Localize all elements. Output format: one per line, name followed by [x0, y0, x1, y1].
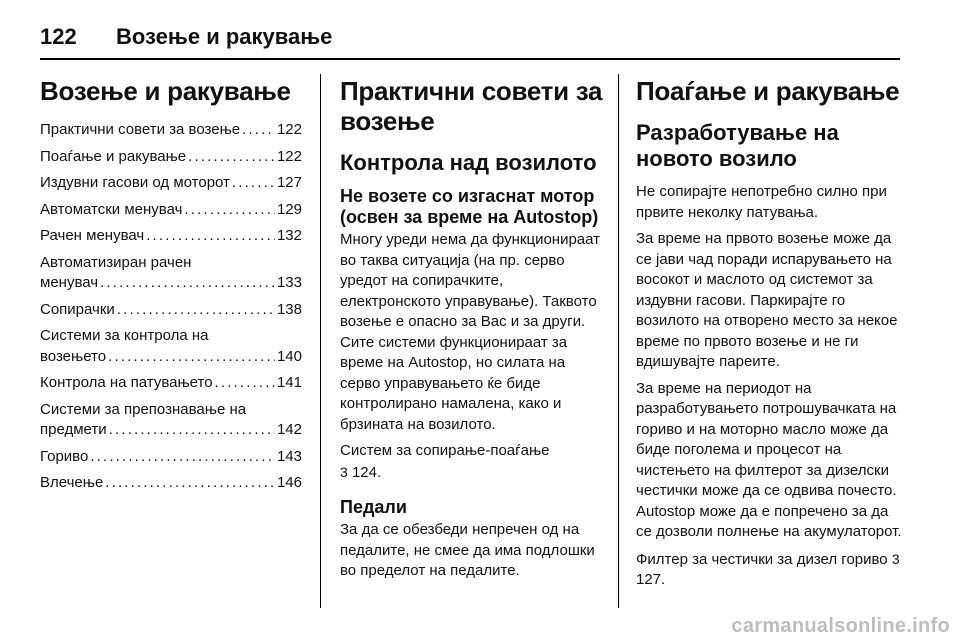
toc-leader-dots — [105, 473, 275, 494]
toc-leader-dots — [188, 147, 275, 168]
toc-list — [40, 120, 302, 494]
toc-entry[interactable] — [40, 173, 302, 194]
diesel-filter-ref-text: Филтер за честички за дизел гориво — [636, 550, 888, 568]
toc-entry-label: Поаѓање и ракување — [40, 147, 187, 165]
vehicle-control-heading: Контрола над возилото — [340, 150, 597, 175]
running-in-p3: За време на периодот на разработувањето потрошувачката на гориво и на моторно масло може да биде поголема и процесот на чистењето на филтерот за дизелски честички може да се одвива почесто. Autostop може да е попречено за да се дозволи полнење на акумулаторот. — [636, 379, 902, 540]
toc-leader-dots — [215, 373, 275, 394]
toc-entry-label: Рачен менувач — [40, 227, 145, 244]
running-in-p1: Не сопирајте непотребно силно при првите неколку патувања. — [636, 183, 887, 221]
diesel-filter-reference — [636, 549, 904, 591]
toc-leader-dots — [184, 200, 275, 221]
pedals-title: Педали — [340, 497, 407, 517]
toc-entry-label: Гориво — [40, 447, 89, 465]
toc-entry-label: Влечење — [40, 474, 104, 491]
engine-off-body: Многу уреди нема да функционираат во таква ситуација (на пр. серво уредот на сопирачките, електронското управување). Таквото возење е опасно за Вас и за други. Сите системи функционираат за време на Autostop, но силата на серво управувањето ќе биде контролирано намалена, како и брзината на возилото. — [340, 231, 601, 433]
engine-off-title: Не возете со изгаснат мотор (освен за време на Autostop) — [340, 186, 599, 227]
stop-start-reference — [340, 441, 605, 483]
running-in-heading: Разработување на новото возило — [636, 120, 839, 171]
toc-leader-dots — [117, 300, 275, 321]
toc-entry[interactable] — [40, 226, 302, 247]
toc-entry-label: Практични совети за возење — [40, 121, 241, 138]
toc-leader-dots — [100, 273, 275, 294]
tips-column — [340, 74, 605, 588]
toc-entry-label: предмети — [40, 421, 107, 438]
toc-entry[interactable] — [40, 253, 302, 294]
toc-entry[interactable] — [40, 400, 302, 441]
page-number: 122 — [40, 24, 77, 49]
toc-entry-label: Автоматски менувач — [40, 200, 183, 218]
toc-entry-page: 143 — [276, 447, 302, 465]
toc-leader-dots — [232, 173, 275, 194]
page-header — [40, 18, 900, 56]
running-in-p2: За време на првото возење може да се јави чад поради испарувањето на восокот и маслото од системот за издувни гасови. Паркирајте го возилото на отворено место за некое време по првото возење и не ги вдишувајте пареите. — [636, 230, 898, 370]
toc-leader-dots — [146, 226, 275, 247]
toc-entry[interactable] — [40, 147, 302, 168]
diesel-filter-ref-page[interactable]: 127. — [636, 571, 666, 588]
toc-entry-label: Системи за контрола на — [40, 327, 209, 344]
toc-entry[interactable] — [40, 473, 302, 494]
arrow-ref-icon: 3 — [891, 550, 900, 567]
toc-entry[interactable] — [40, 326, 302, 367]
header-rule — [40, 58, 900, 60]
toc-leader-dots — [108, 347, 275, 368]
toc-entry-label: Контрола на патувањето — [40, 374, 213, 391]
column-divider-2 — [618, 74, 619, 608]
toc-heading: Возење и ракување — [40, 76, 291, 106]
toc-entry-page: 122 — [276, 121, 302, 138]
toc-entry-label: Автоматизиран рачен — [40, 253, 192, 271]
toc-entry[interactable] — [40, 200, 302, 221]
tips-heading: Практични совети за возење — [340, 76, 603, 136]
toc-entry[interactable] — [40, 447, 302, 468]
toc-leader-dots — [90, 447, 275, 468]
stop-start-ref-page[interactable]: 124. — [351, 463, 382, 481]
toc-entry[interactable] — [40, 120, 302, 141]
toc-entry-label: Издувни гасови од моторот — [40, 174, 230, 191]
toc-entry-page: 138 — [276, 300, 302, 318]
starting-heading: Поаѓање и ракување — [636, 76, 900, 106]
toc-leader-dots — [242, 120, 275, 141]
watermark-logo: carmanualsonline.info — [731, 615, 950, 637]
toc-entry-page: 129 — [276, 200, 302, 218]
running-title: Возење и ракување — [116, 24, 333, 49]
toc-entry-page: 127 — [276, 174, 302, 191]
toc-entry-page: 146 — [276, 474, 302, 491]
toc-entry-page: 140 — [276, 347, 302, 365]
starting-column — [636, 74, 904, 597]
toc-entry[interactable] — [40, 300, 302, 321]
stop-start-ref-text: Систем за сопирање-поаѓање — [340, 442, 550, 459]
toc-entry-label: Сопирачки — [40, 300, 115, 318]
toc-entry-page: 141 — [276, 374, 302, 391]
column-divider-1 — [320, 74, 321, 608]
toc-entry-label: менувач — [40, 274, 99, 291]
pedals-body: За да се обезбеди непречен од на педалите, не смее да има подлошки во пределот на педалите. — [340, 521, 595, 579]
toc-entry[interactable] — [40, 373, 302, 394]
toc-entry-page: 122 — [276, 147, 302, 165]
toc-entry-page: 133 — [276, 274, 302, 291]
arrow-ref-icon: 3 — [340, 463, 348, 480]
toc-column — [40, 74, 302, 500]
toc-entry-label: возењето — [40, 347, 107, 365]
toc-entry-page: 132 — [276, 227, 302, 244]
toc-leader-dots — [109, 420, 275, 441]
toc-entry-label: Системи за препознавање на — [40, 400, 247, 418]
toc-entry-page: 142 — [276, 421, 302, 438]
